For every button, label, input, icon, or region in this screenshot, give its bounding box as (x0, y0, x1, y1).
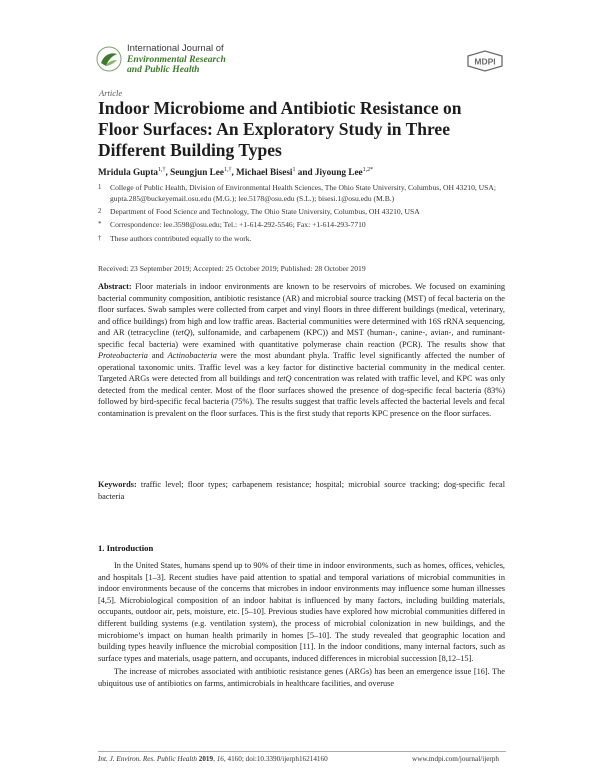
affiliations (98, 183, 508, 247)
abstract (98, 281, 505, 420)
affiliation-item (98, 234, 508, 245)
author-name: Seungjun Lee (170, 167, 224, 178)
author-list (98, 167, 508, 177)
affiliation-item (98, 207, 508, 218)
affiliation-text: These authors contributed equally to the work. (110, 233, 252, 243)
body-paragraph: The increase of microbes associated with antibiotic resistance genes (ARGs) has been an emergence issue [16]. The ubiquitous use of antibiotics on farms, antimicrobials in healthcare facilities, and overuse (98, 667, 505, 688)
abstract-taxon-name: Proteobacteria (98, 351, 148, 361)
author-sep: and (295, 167, 315, 178)
author-name: Jiyoung Lee (314, 167, 363, 178)
author-sup: 1,2* (362, 167, 374, 173)
keywords (98, 479, 505, 502)
article-type: Article (99, 88, 123, 98)
publisher-logo (465, 50, 505, 72)
footer-url[interactable]: www.mdpi.com/journal/ijerph (412, 755, 499, 763)
affiliation-item (98, 183, 508, 205)
abstract-taxon-name: Actinobacteria (167, 351, 217, 361)
publisher-name: MDPI (474, 56, 496, 67)
author-sep: , (231, 167, 237, 178)
affiliation-key: * (98, 221, 102, 229)
footer-doi: , 4160; doi:10.3390/ijerph16214160 (223, 755, 328, 763)
footer-volume: 16 (216, 755, 224, 763)
body-paragraph: In the United States, humans spend up to 90% of their time in indoor environments, such as homes, offices, vehicles, and hospitals [1–3]. Recent studies have paid attention to spatial and temporal variations of microbial communities in indoor environments because of the concerns that microbes in indoor environments may influence some human illnesses [4,5]. Microbiological composition of an indoor habitat is influenced by many factors, including building materials, occupants, outdoor air, pets, moisture, etc. [5–10]. Previous studies have explored how microbial communities differed in different building systems (e.g. ventilation system), the process of microbial colonization in new buildings, and the microbiome’s impact on human health primarily in homes [5–10]. The study revealed that geographic location and building types heavily influence the microbial composition [11]. In the indoor conditions, many internal factors, such as surface types and materials, usage pattern, and occupants, induced differences in microbial succession [8,12–15]. (98, 561, 505, 663)
abstract-text: concentration was related with traffic level, and KPC was only detected from the medical center. Most of the floor surfaces showed the presence of dog-specific fecal bacteria (83%) followed by bird-specific fecal bacteria (75%). The results suggest that traffic levels affected the bacterial levels and fecal contamination is prevalent on the floor surfaces. This is the first study that reports KPC presence on the floor surfaces. (98, 374, 505, 419)
journal-title-line2: Environmental Research (127, 53, 226, 65)
author-sup: 1,† (223, 167, 232, 173)
affiliation-text: Department of Food Science and Technology, The Ohio State University, Columbus, OH 43210, USA (110, 207, 420, 217)
keywords-label: Keywords: (98, 480, 137, 489)
footer-journal: Int. J. Environ. Res. Public Health (98, 755, 197, 763)
keywords-text: traffic level; floor types; carbapenem resistance; hospital; microbial source tracking; dog-specific fecal bacteria (98, 480, 505, 501)
affiliation-key: † (98, 234, 102, 242)
author-sep: , (165, 167, 171, 178)
abstract-text: were the most abundant phyla. Traffic level significantly affected the number of operational taxonomic units. Traffic level was a key factor for distinctive bacterial community in the medical center. Targeted ARGs were detected from all buildings and (98, 351, 505, 384)
article-title: Indoor Microbiome and Antibiotic Resistance on Floor Surfaces: An Exploratory Study in Three Different Building Types (98, 98, 462, 160)
abstract-gene-name: tetQ (277, 374, 292, 384)
journal-emblem-icon (96, 46, 122, 72)
affiliation-text: Correspondence: lee.3598@osu.edu; Tel.: +1-614-292-5546; Fax: +1-614-293-7710 (110, 220, 366, 230)
affiliation-key: 1 (98, 184, 102, 191)
journal-title (127, 44, 226, 76)
author-name: Michael Bisesi (236, 167, 293, 178)
section-heading: 1. Introduction (98, 543, 154, 553)
affiliation-key: 2 (98, 208, 102, 216)
footer-year: 2019 (198, 755, 214, 763)
abstract-text: ), sulfonamide, and carbapenem (KPC)) and MST (human-, canine-, avian-, and ruminant-specific fecal bacteria) were examined with quantitative polymerase chain reaction (PCR). The results show that (98, 328, 505, 349)
author-name: Mridula Gupta (98, 167, 158, 178)
publication-dates: Received: 23 September 2019; Accepted: 25 October 2019; Published: 28 October 2019 (98, 264, 366, 273)
journal-title-line3: and Public Health (127, 64, 200, 75)
abstract-label: Abstract: (98, 282, 132, 291)
affiliation-text: College of Public Health, Division of Environmental Health Sciences, The Ohio State University, Columbus, OH 43210, USA; gupta.285@buckeyemail.osu.edu (M.G.); lee.5178@osu.edu (S.L.); bisesi.1@osu.edu (M.B.) (110, 183, 496, 203)
mdpi-logo-icon (465, 50, 505, 72)
journal-title-line1: International Journal of (127, 43, 224, 54)
section-body (98, 560, 505, 692)
author-sup: 1,† (157, 167, 166, 173)
journal-logo (96, 43, 226, 78)
author-sup: 1 (292, 167, 296, 173)
affiliation-item (98, 220, 508, 231)
abstract-gene-name: tetQ (175, 328, 190, 338)
abstract-text: and (147, 351, 168, 361)
abstract-text: Floor materials in indoor environments are known to be reservoirs of microbes. We focused on examining bacterial community composition, antibiotic resistance (AR) and microbial source tracking (MST) of fecal bacteria on the floor surfaces. Swab samples were collected from carpet and vinyl floors in three different buildings (medical, veterinary, and office buildings) from high and low traffic areas. Bacterial communities were determined with 16S rRNA sequencing, and AR (tetracycline ( (98, 282, 505, 338)
footer-rule (98, 751, 506, 752)
footer-citation: Int. J. Environ. Res. Public Health 2019, 16, 4160; doi:10.3390/ijerph16214160 (98, 755, 328, 763)
